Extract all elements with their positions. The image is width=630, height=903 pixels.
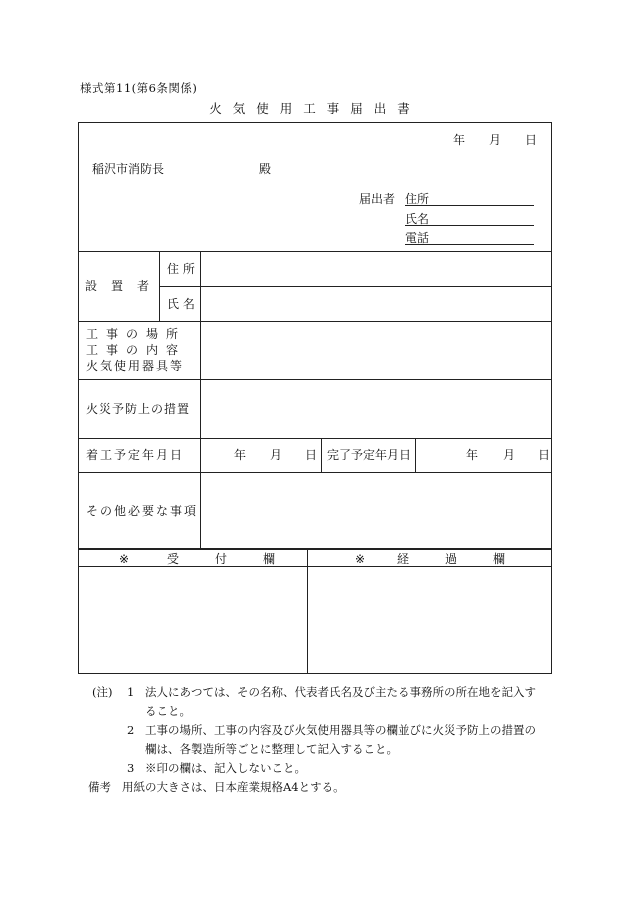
start-day-label: 日 xyxy=(305,448,318,462)
progress-area xyxy=(308,567,551,673)
other-input[interactable] xyxy=(201,473,551,549)
date-day-label: 日 xyxy=(525,133,538,147)
reporter-address-field[interactable] xyxy=(405,191,534,206)
form-id: 様式第11(第6条関係) xyxy=(80,81,198,95)
work-place-label: 工事の場所 xyxy=(86,327,187,341)
end-day-label: 日 xyxy=(538,448,551,462)
application-form xyxy=(78,122,552,550)
receipt-area xyxy=(79,567,307,673)
fire-prevention-input[interactable] xyxy=(201,380,551,438)
reporter-name-field[interactable] xyxy=(405,211,534,226)
fire-prevention-label: 火災予防上の措置 xyxy=(86,402,191,416)
start-month-label: 月 xyxy=(270,448,283,462)
document-title: 火気使用工事届出書 xyxy=(209,101,421,116)
start-year-label: 年 xyxy=(234,448,247,462)
note-number: 1 xyxy=(127,685,135,699)
reporter-address-label: 住所 xyxy=(405,192,430,206)
date-month-label: 月 xyxy=(489,133,502,147)
reporter-phone-label: 電話 xyxy=(405,231,430,245)
end-date-label: 完了予定年月日 xyxy=(327,448,412,462)
end-date-input[interactable] xyxy=(416,439,551,472)
note-continuation xyxy=(80,702,560,721)
reporter-name-label: 氏名 xyxy=(405,212,430,226)
receipt-header-label: 受付欄 xyxy=(167,552,312,566)
note-text: ること。 xyxy=(145,704,191,718)
start-date-input[interactable] xyxy=(201,439,321,472)
progress-mark: ※ xyxy=(355,552,366,566)
installer-name-input[interactable] xyxy=(201,287,551,321)
work-equipment-label: 火気使用器具等 xyxy=(86,359,185,373)
notes-section xyxy=(80,683,560,797)
addressee-honorific: 殿 xyxy=(259,162,272,176)
installer-address-label: 住 所 xyxy=(167,262,195,276)
progress-header-label: 経過欄 xyxy=(397,552,542,566)
column-divider xyxy=(321,438,322,472)
note-item xyxy=(80,721,560,740)
note-number: 2 xyxy=(127,723,135,737)
office-use-section xyxy=(78,548,552,674)
start-date-label: 着工予定年月日 xyxy=(86,448,185,462)
reporter-label: 届出者 xyxy=(359,192,396,206)
remark-label: 備考 xyxy=(88,780,111,794)
date-year-label: 年 xyxy=(453,133,466,147)
installer-address-input[interactable] xyxy=(201,252,551,286)
work-details-input[interactable] xyxy=(201,322,551,379)
receipt-mark: ※ xyxy=(119,552,130,566)
note-text: ※印の欄は、記入しないこと。 xyxy=(145,761,306,775)
end-year-label: 年 xyxy=(466,448,479,462)
addressee-name: 稲沢市消防長 xyxy=(92,162,165,176)
note-text: 欄は、各製造所等ごとに整理して記入すること。 xyxy=(145,742,398,756)
note-number: 3 xyxy=(127,761,135,775)
remark-text: 用紙の大きさは、日本産業規格A4とする。 xyxy=(122,780,345,794)
note-continuation xyxy=(80,740,560,759)
note-item xyxy=(80,683,560,702)
work-content-label: 工事の内容 xyxy=(86,343,187,357)
note-text: 法人にあつては、その名称、代表者氏名及び主たる事務所の所在地を記入す xyxy=(145,685,536,699)
notes-prefix: (注) xyxy=(92,685,113,699)
installer-name-label: 氏 名 xyxy=(167,297,195,311)
reporter-phone-field[interactable] xyxy=(405,230,534,245)
remark-row xyxy=(80,778,560,797)
installer-label: 設置者 xyxy=(85,279,164,293)
end-month-label: 月 xyxy=(503,448,516,462)
note-item xyxy=(80,759,560,778)
note-text: 工事の場所、工事の内容及び火気使用器具等の欄並びに火災予防上の措置の xyxy=(145,723,536,737)
other-label: その他必要な事項 xyxy=(86,504,199,518)
